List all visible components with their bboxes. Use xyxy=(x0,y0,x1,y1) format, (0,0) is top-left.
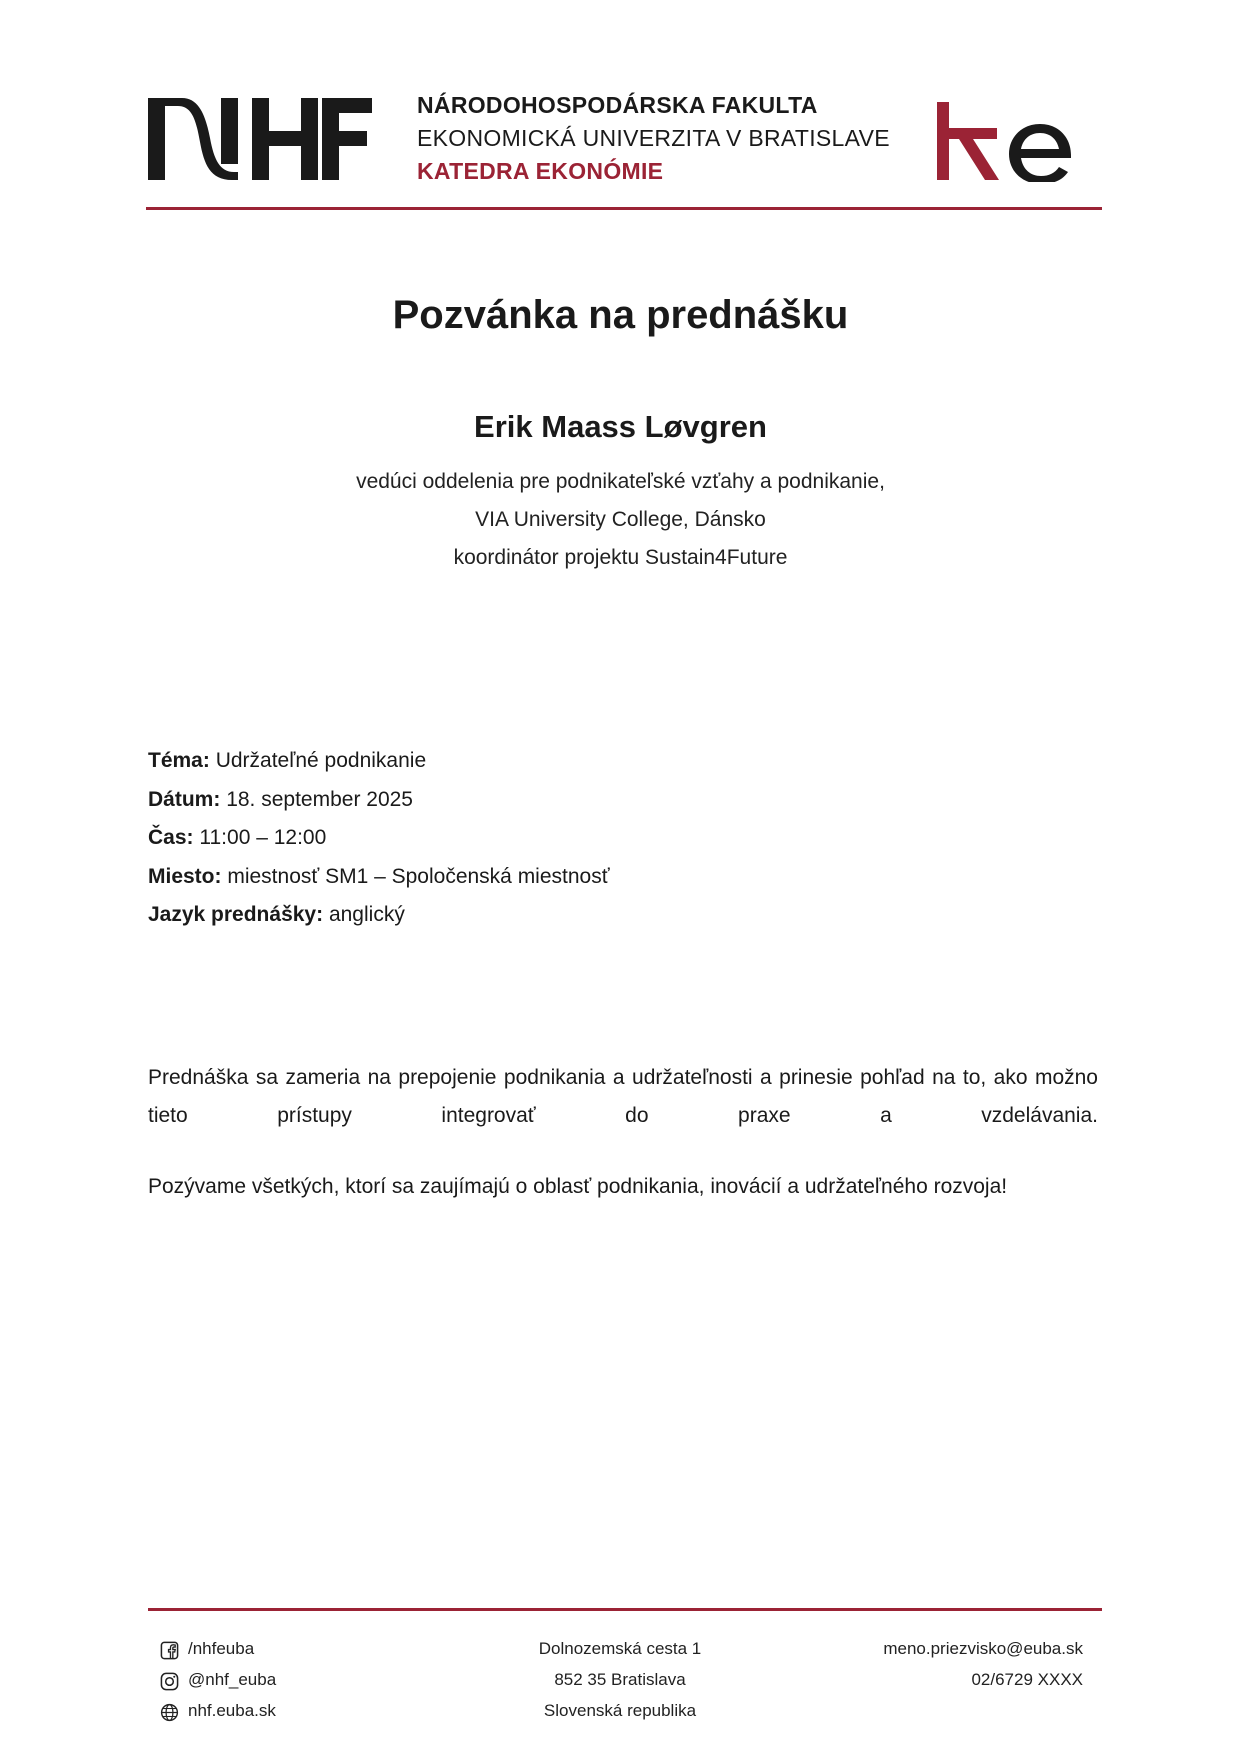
speaker-name: Erik Maass Løvgren xyxy=(474,409,767,444)
detail-time xyxy=(148,826,326,850)
contact-phone: 02/6729 XXXX xyxy=(971,1670,1083,1689)
detail-topic-label: Téma: xyxy=(148,749,210,772)
detail-date-value: 18. september 2025 xyxy=(226,788,413,811)
detail-language-value: anglický xyxy=(328,903,405,926)
department-name: KATEDRA EKONÓMIE xyxy=(417,158,664,184)
speaker-project-line: koordinátor projektu Sustain4Future xyxy=(453,546,788,569)
header-divider xyxy=(146,207,1102,210)
university-name: EKONOMICKÁ UNIVERZITA V BRATISLAVE xyxy=(417,125,890,151)
detail-place-label: Miesto: xyxy=(148,865,222,888)
contact-email[interactable]: meno.priezvisko@euba.sk xyxy=(883,1639,1083,1658)
detail-time-value: 11:00 – 12:00 xyxy=(199,826,327,849)
detail-place xyxy=(148,865,610,889)
address-street: Dolnozemská cesta 1 xyxy=(538,1639,702,1658)
speaker-role-line: vedúci oddelenia pre podnikateľské vzťahy a podnikanie, xyxy=(356,470,885,493)
instagram-link[interactable]: @nhf_euba xyxy=(188,1670,277,1689)
ke-logo xyxy=(937,100,1077,182)
detail-time-label: Čas: xyxy=(148,826,194,849)
page-title: Pozvánka na prednášku xyxy=(392,293,849,337)
globe-icon xyxy=(160,1703,179,1722)
address-city: 852 35 Bratislava xyxy=(554,1670,686,1689)
facebook-link[interactable]: /nhfeuba xyxy=(188,1639,255,1658)
nhf-logo xyxy=(148,98,372,180)
instagram-icon xyxy=(160,1672,179,1691)
footer-divider xyxy=(148,1608,1102,1611)
website-link[interactable]: nhf.euba.sk xyxy=(188,1701,276,1720)
address-country: Slovenská republika xyxy=(543,1701,697,1720)
detail-language xyxy=(148,903,405,927)
detail-topic-value: Udržateľné podnikanie xyxy=(215,749,427,772)
body-paragraph: Prednáška sa zameria na prepojenie podnikania a udržateľnosti a prinesie pohľad na to, ako možno tieto prístupy integrovať do praxe a vzdelávania. xyxy=(148,1066,1098,1127)
facebook-icon xyxy=(160,1641,179,1660)
detail-date-label: Dátum: xyxy=(148,788,221,811)
invitation-paragraph: Pozývame všetkých, ktorí sa zaujímajú o oblasť podnikania, inovácií a udržateľného rozvoja! xyxy=(148,1175,1008,1198)
faculty-name: NÁRODOHOSPODÁRSKA FAKULTA xyxy=(417,92,818,118)
detail-place-value: miestnosť SM1 – Spoločenská miestnosť xyxy=(227,865,610,888)
detail-topic xyxy=(148,749,426,773)
detail-date xyxy=(148,788,413,812)
speaker-affiliation-line: VIA University College, Dánsko xyxy=(475,508,766,531)
detail-language-label: Jazyk prednášky: xyxy=(148,903,324,926)
